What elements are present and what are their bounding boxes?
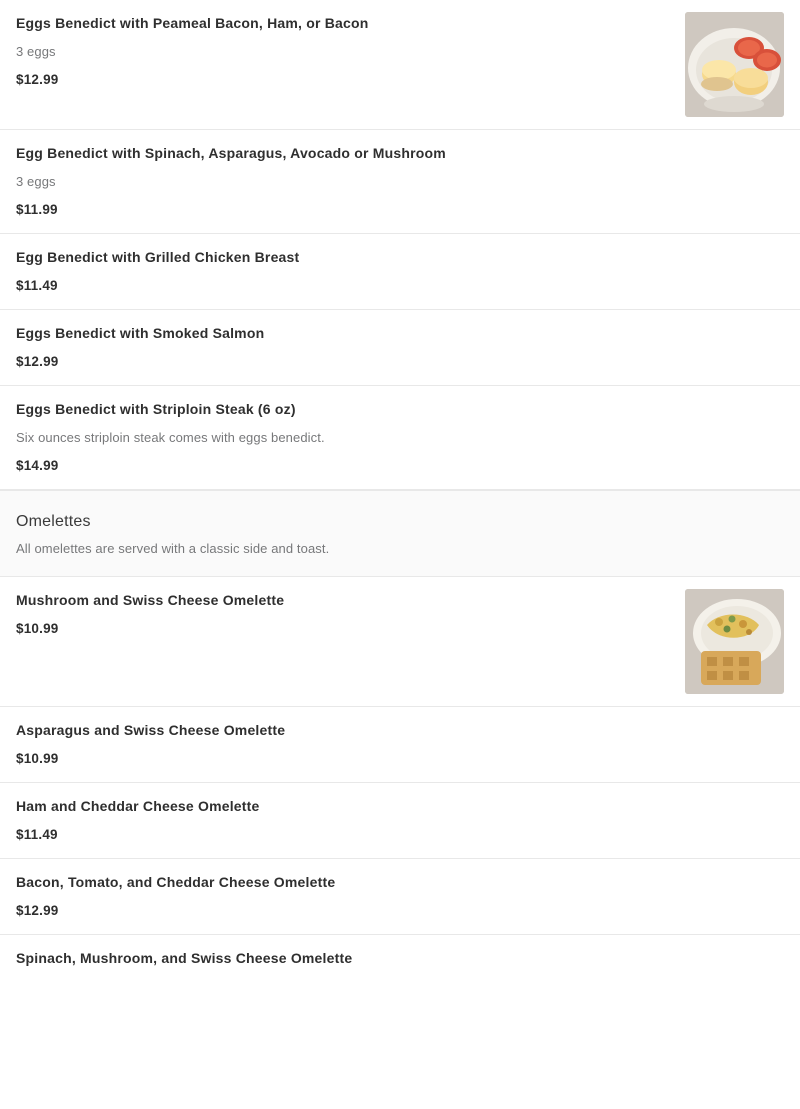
menu-item[interactable] — [0, 707, 800, 783]
menu-item-price: $12.99 — [16, 354, 59, 369]
menu-item-name: Eggs Benedict with Peameal Bacon, Ham, or Bacon — [16, 15, 369, 31]
menu-item-price: $11.99 — [16, 202, 58, 217]
menu-item-name: Asparagus and Swiss Cheese Omelette — [16, 722, 286, 738]
omelette-photo-graphic — [685, 589, 784, 694]
menu-item-price: $10.99 — [16, 751, 59, 766]
menu-item[interactable] — [0, 577, 800, 707]
menu-item-name: Egg Benedict with Spinach, Asparagus, Avocado or Mushroom — [16, 145, 446, 161]
menu-item-price: $12.99 — [16, 72, 59, 87]
menu-item-name: Egg Benedict with Grilled Chicken Breast — [16, 249, 300, 265]
section-title: Omelettes — [16, 513, 91, 530]
menu-item[interactable] — [0, 859, 800, 935]
menu-item-name: Eggs Benedict with Striploin Steak (6 oz) — [16, 401, 296, 417]
menu-item-description: 3 eggs — [16, 44, 56, 59]
menu-item-name: Eggs Benedict with Smoked Salmon — [16, 325, 265, 341]
menu-item-price: $11.49 — [16, 827, 58, 842]
eggs-benedict-photo[interactable] — [685, 12, 784, 117]
menu-item[interactable] — [0, 234, 800, 310]
menu-item-description: 3 eggs — [16, 174, 56, 189]
menu-item-name: Spinach, Mushroom, and Swiss Cheese Omelette — [16, 950, 353, 966]
menu-item-name: Bacon, Tomato, and Cheddar Cheese Omelette — [16, 874, 336, 890]
menu-item-name: Ham and Cheddar Cheese Omelette — [16, 798, 260, 814]
menu-item[interactable] — [0, 130, 800, 234]
menu-item[interactable] — [0, 783, 800, 859]
menu-item-price: $12.99 — [16, 903, 59, 918]
menu-item[interactable] — [0, 935, 800, 995]
menu-item[interactable] — [0, 386, 800, 490]
menu-item-name: Mushroom and Swiss Cheese Omelette — [16, 592, 285, 608]
eggs-benedict-photo-graphic — [685, 12, 784, 117]
menu-item-price: $10.99 — [16, 621, 59, 636]
menu-section-header — [0, 490, 800, 577]
menu-item[interactable] — [0, 310, 800, 386]
section-subtitle: All omelettes are served with a classic side and toast. — [16, 541, 330, 556]
menu-item-price: $11.49 — [16, 278, 58, 293]
menu-item[interactable] — [0, 0, 800, 130]
menu-item-price: $14.99 — [16, 458, 59, 473]
menu-item-description: Six ounces striploin steak comes with eggs benedict. — [16, 430, 325, 445]
omelette-photo[interactable] — [685, 589, 784, 694]
